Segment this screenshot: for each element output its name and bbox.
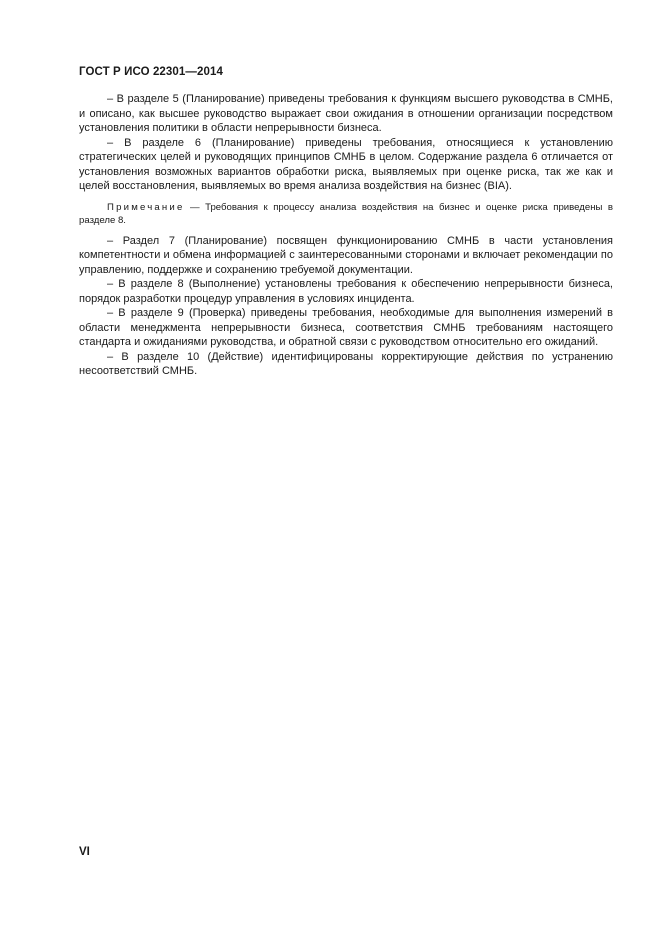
note-text: — Требования к процессу анализа воздействия на бизнес и оценке риска приведены в разделе 8.	[79, 201, 613, 226]
note-label: Примечание	[107, 201, 185, 213]
paragraph-section-6: – В разделе 6 (Планирование) приведены требования, относящиеся к установлению стратегических целей и руководящих принципов СМНБ в целом. Содержание раздела 6 отличается от установления возможных вариантов обработки риска, выявляемых при оценке риска, так же как и целей восстановления, выявляемых во время анализа воздействия на бизнес (BIA).	[79, 136, 613, 192]
document-header: ГОСТ Р ИСО 22301—2014	[79, 66, 224, 78]
note	[79, 201, 613, 227]
document-body	[79, 92, 613, 379]
paragraph-section-7: – Раздел 7 (Планирование) посвящен функционированию СМНБ в части установления компетентности и обмена информацией с заинтересованными сторонами и включает рекомендации по управлению, поддержке и сохранению требуемой документации.	[79, 234, 613, 276]
paragraph-section-9: – В разделе 9 (Проверка) приведены требования, необходимые для выполнения измерений в области менеджмента непрерывности бизнеса, соответствия СМНБ требованиям настоящего стандарта и ожиданиями руководства, и обратной связи с руководством относительно его ожиданий.	[79, 307, 613, 348]
page-number: VI	[79, 846, 90, 858]
paragraph-section-8: – В разделе 8 (Выполнение) установлены требования к обеспечению непрерывности бизнеса, порядок разработки процедур управления в условиях инцидента.	[79, 278, 613, 305]
paragraph-section-5: – В разделе 5 (Планирование) приведены требования к функциям высшего руководства в СМНБ, и описано, как высшее руководство выражает свои ожидания в отношении организации посредством установления политики в области непрерывности бизнеса.	[79, 93, 613, 134]
paragraph-section-10: – В разделе 10 (Действие) идентифицированы корректирующие действия по устранению несоответствий СМНБ.	[79, 350, 613, 377]
